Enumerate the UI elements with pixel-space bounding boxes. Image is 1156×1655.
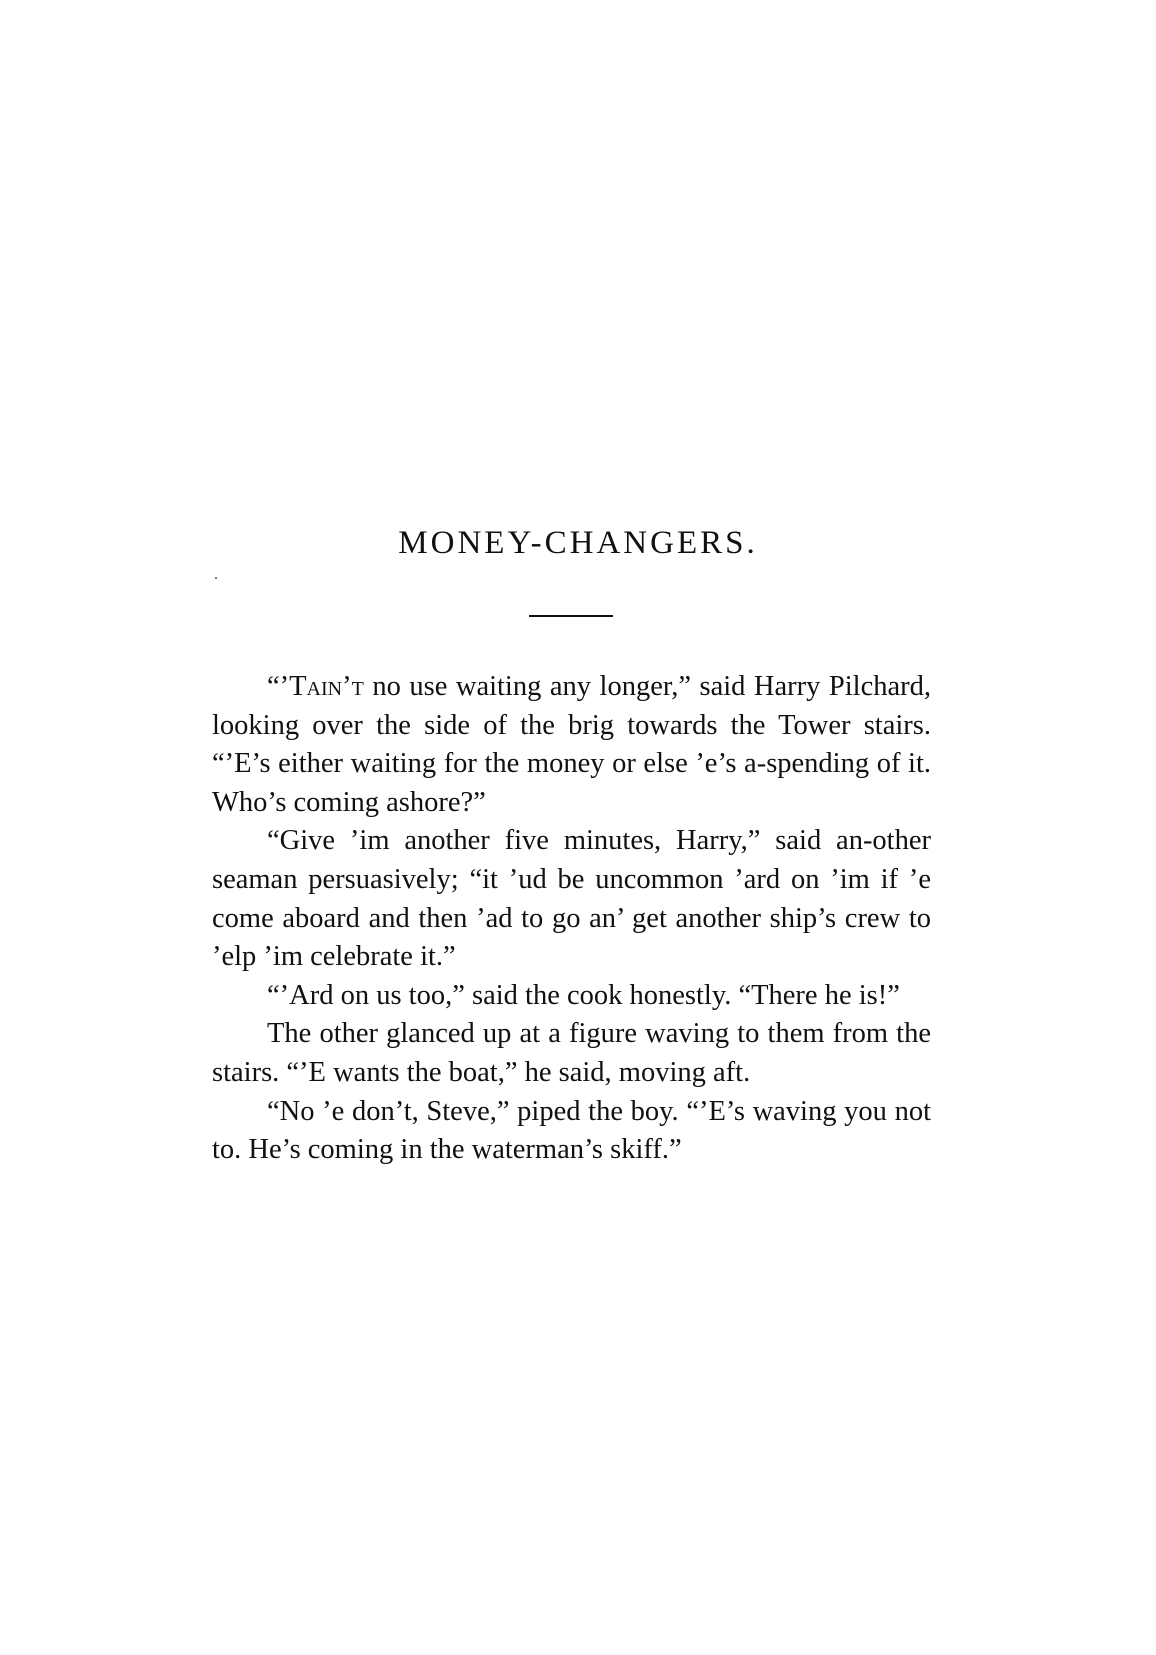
body-text <box>212 668 931 1170</box>
paragraph: The other glanced up at a figure waving to them from the stairs. “’E wants the boat,” he said, moving aft. <box>212 1018 931 1088</box>
paragraph: “’Ard on us too,” said the cook honestly. “There he is!” <box>267 979 900 1011</box>
print-speck <box>215 577 217 579</box>
paragraph: “Give ’im another five minutes, Harry,” said an-other seaman persuasively; “it ’ud be uncommon ’ard on ’im if ’e come aboard and then ’ad to go an’ get another ship’s crew to ’elp ’im celebrate it.” <box>212 825 931 973</box>
paragraph-lead: “’Tain’t <box>267 671 364 702</box>
title-rule <box>529 615 613 617</box>
paragraph: “No ’e don’t, Steve,” piped the boy. “’E’s waving you not to. He’s coming in the waterman’s skiff.” <box>212 1095 931 1166</box>
paragraph <box>212 668 931 822</box>
chapter-title: MONEY-CHANGERS. <box>398 525 758 561</box>
paragraph-text: no use waiting any longer,” said Harry Pilchard, looking over the side of the brig towards the Tower stairs. “’E’s either waiting for the money or else ’e’s a-spending of it. Who’s coming ashore?” <box>212 671 931 818</box>
